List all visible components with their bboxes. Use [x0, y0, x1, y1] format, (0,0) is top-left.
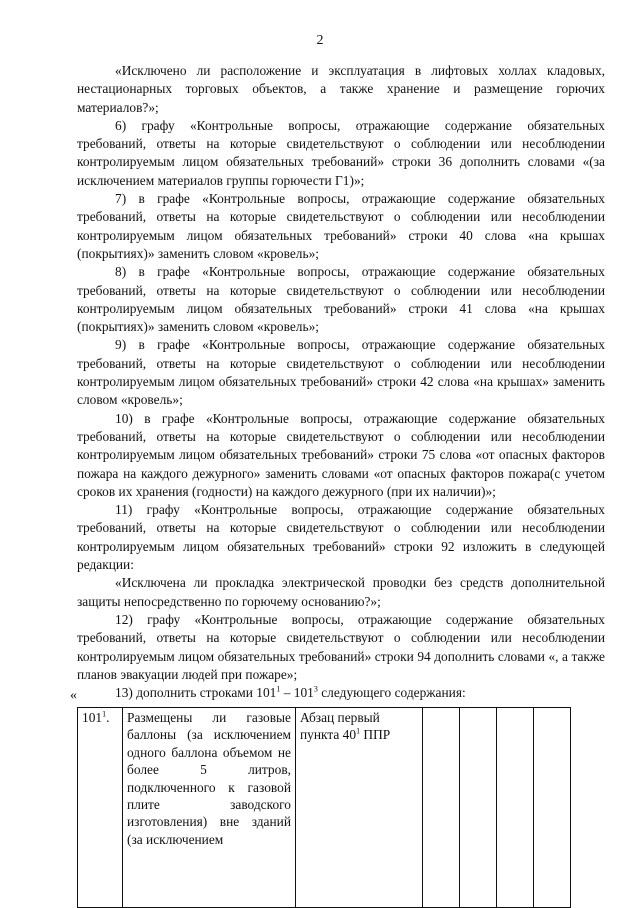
- item13-text-end: следующего содержания:: [321, 685, 466, 701]
- reference-text-end: ППР: [360, 727, 391, 743]
- paragraph: 6) графу «Контрольные вопросы, отражающие содержание обязательных требований, ответы на которые свидетельствуют о соблюдении или несоблюдении контролируемым лицом обязательных требований» строки 36 дополнить словами «(за исключением материалов группы горючести Г1)»;: [77, 117, 605, 188]
- item13-superscript: 3: [313, 684, 318, 694]
- empty-cell: [534, 708, 571, 908]
- item13-text: 13) дополнить строками 101: [115, 685, 277, 701]
- requirements-table: [77, 707, 571, 908]
- item13-dash: – 101: [280, 685, 314, 701]
- empty-cell: [423, 708, 460, 908]
- question-cell: Размещены ли газовые баллоны (за исключением одного баллона объемом не более 5 литров, подключенного к газовой плите заводского изготовления) вне зданий (за исключением: [123, 708, 296, 908]
- row-number-cell: [78, 708, 123, 908]
- paragraph: 10) в графе «Контрольные вопросы, отражающие содержание обязательных требований, ответы на которые свидетельствуют о соблюдении или несоблюдении контролируемым лицом обязательных требований» строки 75 слова «от опасных факторов пожара на каждого дежурного» заменить словами «от опасных факторов пожара(с учетом сроков их хранения (годности) на каждого дежурного (при их наличии)»;: [77, 410, 605, 499]
- paragraph: 7) в графе «Контрольные вопросы, отражающие содержание обязательных требований, ответы на которые свидетельствуют о соблюдении или несоблюдении контролируемым лицом обязательных требований» строки 40 слова «на крышах (покрытиях)» заменить словом «кровель»;: [77, 191, 605, 261]
- paragraph: 9) в графе «Контрольные вопросы, отражающие содержание обязательных требований, ответы на которые свидетельствуют о соблюдении или несоблюдении контролируемым лицом обязательных требований» строки 42 слова «на крышах» заменить словом «кровель»;: [77, 337, 605, 408]
- page-number: 2: [316, 33, 324, 48]
- row-number: 101: [82, 710, 103, 725]
- reference-text: Абзац первый пункта 40: [300, 710, 380, 743]
- row-number-suffix: .: [106, 710, 110, 725]
- empty-cell: [497, 708, 534, 908]
- row-number-superscript: 1: [102, 709, 107, 719]
- reference-superscript: 1: [356, 726, 361, 736]
- document-body: [77, 62, 605, 702]
- item13-superscript: 1: [276, 684, 281, 694]
- paragraph: «Исключено ли расположение и эксплуатация в лифтовых холлах кладовых, нестационарных торговых объектов, а также хранение и размещение горючих материалов?»;: [77, 63, 605, 115]
- paragraph: 12) графу «Контрольные вопросы, отражающие содержание обязательных требований, ответы на которые свидетельствуют о соблюдении или несоблюдении контролируемым лицом обязательных требований» строки 94 дополнить словами «, а также планов эвакуации людей при пожаре»;: [77, 611, 605, 682]
- paragraph-item-13: [77, 684, 605, 702]
- table-row: [78, 708, 571, 908]
- paragraph: 11) графу «Контрольные вопросы, отражающие содержание обязательных требований, ответы на которые свидетельствуют о соблюдении или несоблюдении контролируемым лицом обязательных требований» строки 92 изложить в следующей редакции:: [77, 502, 605, 573]
- opening-quote: «: [70, 688, 77, 703]
- paragraph: «Исключена ли прокладка электрической проводки без средств дополнительной защиты непосредственно по горючему основанию?»;: [77, 575, 605, 609]
- reference-cell: [296, 708, 423, 908]
- paragraph: 8) в графе «Контрольные вопросы, отражающие содержание обязательных требований, ответы на которые свидетельствуют о соблюдении или несоблюдении контролируемым лицом обязательных требований» строки 41 слова «на крышах (покрытиях)» заменить словом «кровель»;: [77, 264, 605, 335]
- empty-cell: [460, 708, 497, 908]
